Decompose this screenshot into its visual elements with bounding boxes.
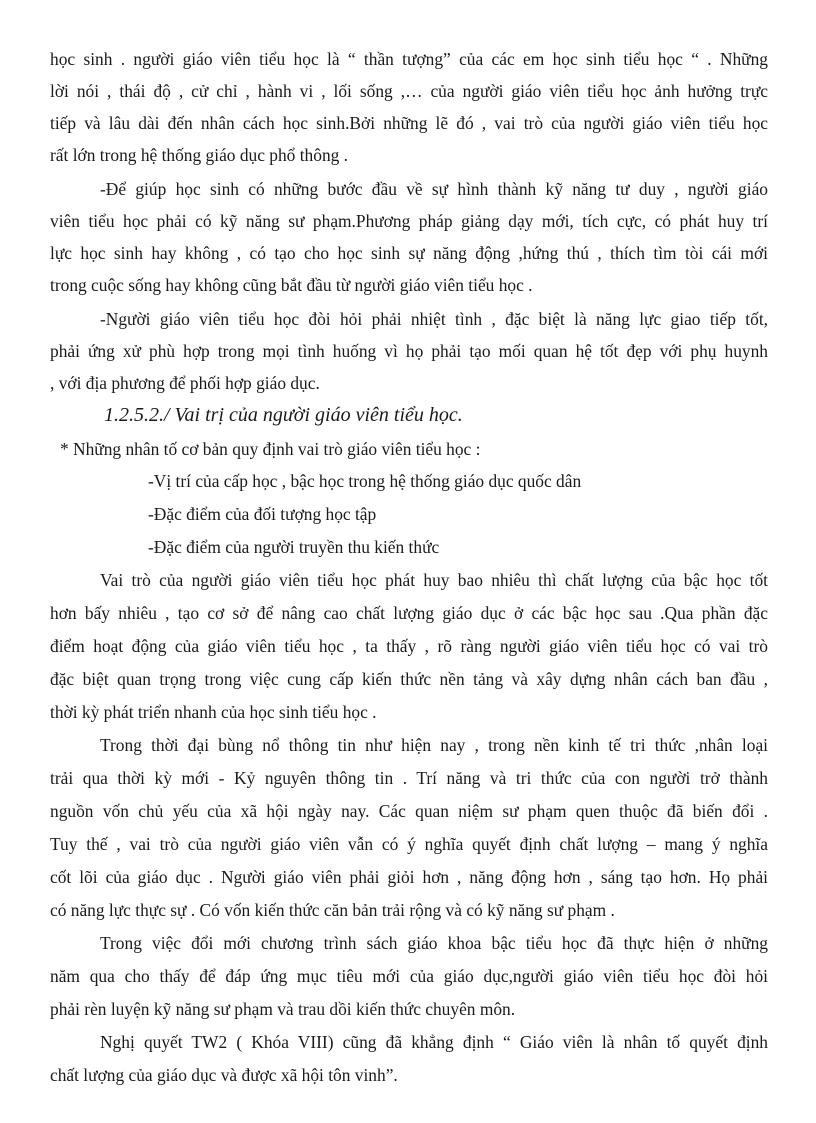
- paragraph-2-line-4: trong cuộc sống hay không cũng bắt đầu từ người giáo viên tiểu học .: [50, 275, 533, 295]
- paragraph-5-line-3: nguồn vốn chủ yếu của xã hội ngày nay. Các quan niệm sư phạm quen thuộc đã biến đổi .: [50, 801, 768, 821]
- paragraph-6-line-2: năm qua cho thấy để đáp ứng mục tiêu mới của giáo dục,người giáo viên tiểu học đòi hỏi: [50, 966, 768, 986]
- paragraph-5-line-1: Trong thời đại bùng nổ thông tin như hiện nay , trong nền kinh tế tri thức ,nhân loại: [100, 735, 768, 755]
- paragraph-3-line-3: , với địa phương để phối hợp giáo dục.: [50, 373, 320, 393]
- section-heading: 1.2.5.2./ Vai trị của người giáo viên tiểu học.: [104, 404, 463, 426]
- paragraph-4-line-1: Vai trò của người giáo viên tiểu học phát huy bao nhiêu thì chất lượng của bậc học tốt: [100, 570, 768, 590]
- paragraph-2-line-1: -Để giúp học sinh có những bước đầu về sự hình thành kỹ năng tư duy , người giáo: [100, 179, 768, 199]
- factors-intro: * Những nhân tố cơ bản quy định vai trò giáo viên tiểu học :: [60, 439, 481, 459]
- factor-item-1: -Vị trí của cấp học , bậc học trong hệ thống giáo dục quốc dân: [148, 471, 582, 491]
- paragraph-2-line-2: viên tiểu học phải có kỹ năng sư phạm.Phương pháp giảng dạy mới, tích cực, có phát huy trí: [50, 211, 768, 231]
- paragraph-1-line-4: rất lớn trong hệ thống giáo dục phổ thông .: [50, 145, 349, 165]
- paragraph-5-line-4: Tuy thế , vai trò của người giáo viên vẫn có ý nghĩa quyết định chất lượng – mang ý nghĩa: [50, 834, 768, 854]
- paragraph-4-line-3: điểm hoạt động của giáo viên tiểu học , ta thấy , rõ ràng người giáo viên tiểu học có vai trò: [50, 636, 768, 656]
- factor-item-2: -Đặc điểm của đối tượng học tập: [148, 504, 377, 524]
- paragraph-3-line-1: -Người giáo viên tiểu học đòi hỏi phải nhiệt tình , đặc biệt là năng lực giao tiếp tốt,: [100, 309, 768, 329]
- paragraph-7-line-1: Nghị quyết TW2 ( Khóa VIII) cũng đã khẳng định “ Giáo viên là nhân tố quyết định: [100, 1032, 768, 1052]
- paragraph-3-line-2: phải ứng xử phù hợp trong mọi tình huống vì họ phải tạo mối quan hệ tốt đẹp với phụ huynh: [50, 341, 768, 361]
- factor-item-3: -Đặc điểm của người truyền thu kiến thức: [148, 537, 440, 557]
- paragraph-6-line-3: phải rèn luyện kỹ năng sư phạm và trau dồi kiến thức chuyên môn.: [50, 999, 516, 1019]
- paragraph-2-line-3: lực học sinh hay không , có tạo cho học sinh sự năng động ,hứng thú , thích tìm tòi cái mới: [50, 243, 768, 263]
- paragraph-4-line-4: đặc biệt quan trọng trong việc cung cấp kiến thức nền tảng và xây dựng nhân cách ban đầu ,: [50, 669, 768, 689]
- paragraph-6-line-1: Trong việc đổi mới chương trình sách giáo khoa bậc tiểu học đã thực hiện ở những: [100, 933, 768, 953]
- paragraph-7-line-2: chất lượng của giáo dục và được xã hội tôn vinh”.: [50, 1065, 398, 1085]
- paragraph-4-line-2: hơn bấy nhiêu , tạo cơ sở để nâng cao chất lượng giáo dục ở các bậc học sau .Qua phần đặc: [50, 603, 768, 623]
- paragraph-1-line-2: lời nói , thái độ , cử chỉ , hành vi , lối sống ,… của người giáo viên tiểu học ảnh hưởng trực: [50, 81, 768, 101]
- paragraph-1-line-3: tiếp và lâu dài đến nhân cách học sinh.Bởi những lẽ đó , vai trò của người giáo viên tiểu học: [50, 113, 768, 133]
- paragraph-1-line-1: học sinh . người giáo viên tiểu học là “ thần tượng” của các em học sinh tiểu học “ . Những: [50, 49, 768, 69]
- paragraph-5-line-5: cốt lõi của giáo dục . Người giáo viên phải giỏi hơn , năng động hơn , sáng tạo hơn. Họ phải: [50, 867, 768, 887]
- paragraph-4-line-5: thời kỳ phát triển nhanh của học sinh tiểu học .: [50, 702, 377, 722]
- paragraph-5-line-6: có năng lực thực sự . Có vốn kiến thức căn bản trải rộng và có kỹ năng sư phạm .: [50, 900, 615, 920]
- paragraph-5-line-2: trải qua thời kỳ mới - Kỷ nguyên thông tin . Trí năng và tri thức của con người trở thành: [50, 768, 768, 788]
